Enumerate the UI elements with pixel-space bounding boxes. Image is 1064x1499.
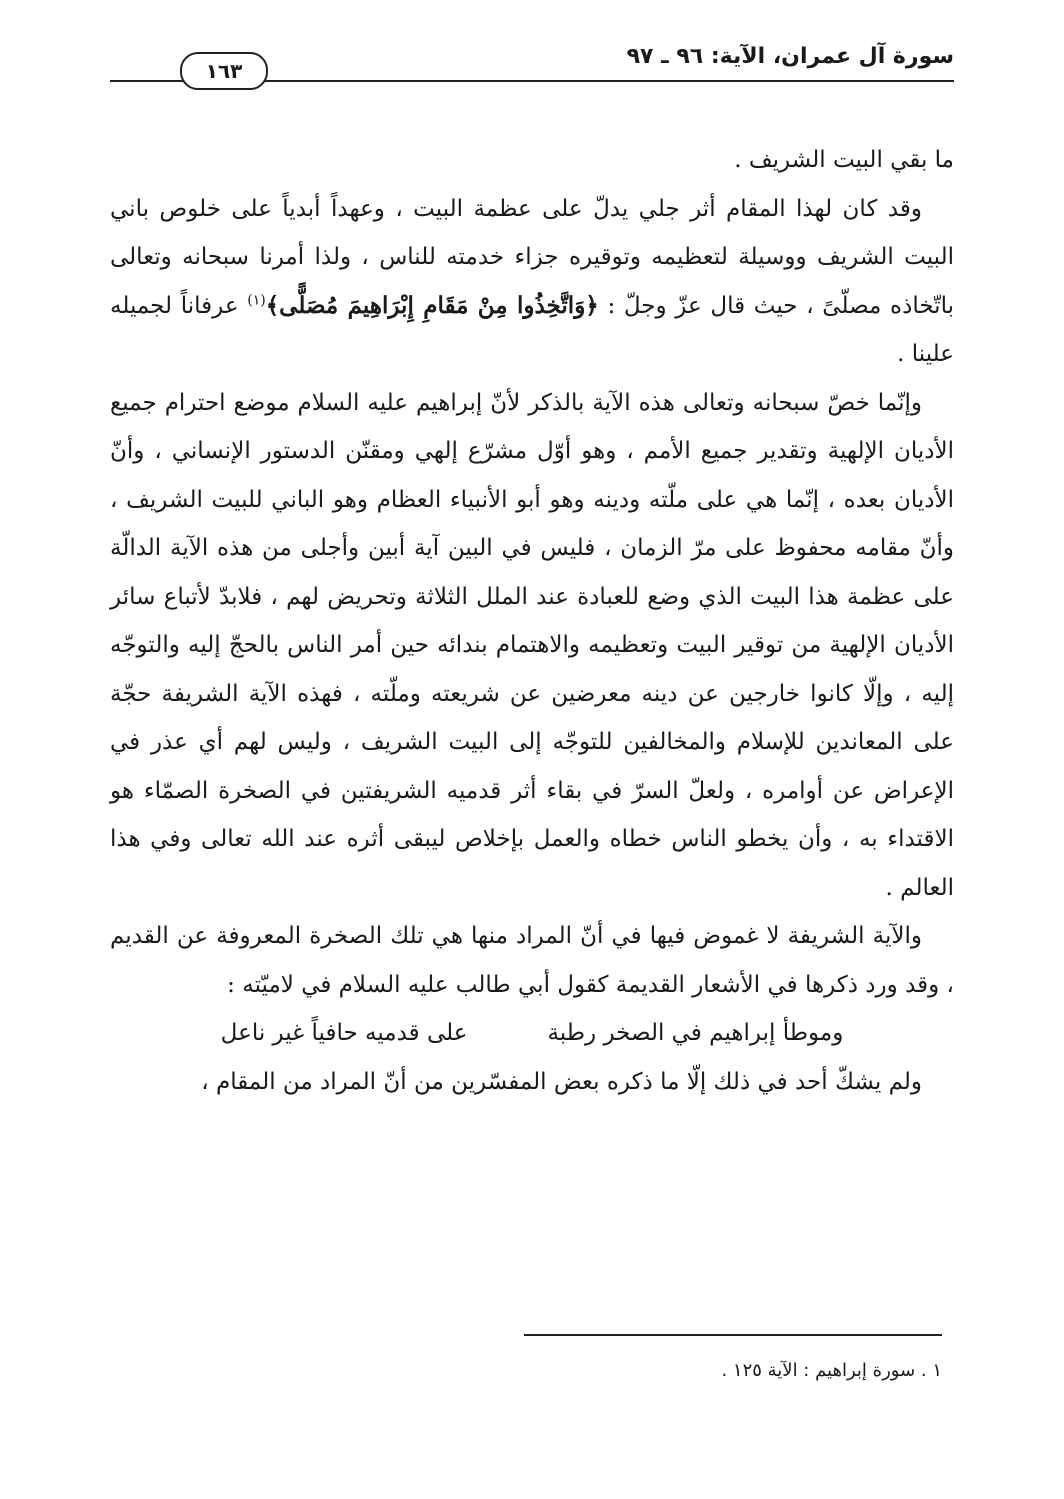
paragraph-2-text: وقد كان لهذا المقام أثر جلي يدلّ على عظمة البيت ، وعهداً أبدياً على خلوص باني البيت الشريف ووسيلة لتعظيمه وتوقيره جزاء خدمته للناس ، ولذا أمرنا سبحانه وتعالى باتّخاذه مصلّىً ، حيث قال عزّ وجلّ :	[110, 195, 954, 319]
paragraph-5: ولم يشكّ أحد في ذلك إلّا ما ذكره بعض المفسّرين من أنّ المراد من المقام ،	[201, 1068, 922, 1095]
footnote-rule	[524, 1334, 942, 1336]
verse-second-hemistich: على قدميه حافياً غير ناعل	[220, 1020, 468, 1046]
footnote: ١ . سورة إبراهيم : الآية ١٢٥ .	[721, 1360, 942, 1381]
poetry-verse	[110, 1009, 954, 1058]
verse-first-hemistich: وموطأ إبراهيم في الصخر رطبة	[547, 1020, 844, 1046]
paragraph-2-tail: عرفاناً لجميله علينا .	[110, 292, 954, 367]
paragraph-1: ما بقي البيت الشريف .	[734, 147, 954, 173]
footnote-ref[interactable]: (١)	[247, 291, 266, 308]
page-number-badge: ١٦٣	[180, 52, 268, 90]
paragraph-3: وإنّما خصّ سبحانه وتعالى هذه الآية بالذكر لأنّ إبراهيم عليه السلام موضع احترام جميع الأديان الإلهية وتقدير جميع الأمم ، وهو أوّل مشرّع إلهي ومقنّن الدستور الإنساني ، وأنّ الأديان بعده ، إنّما هي على ملّته ودينه وهو أبو الأنبياء العظام وهو الباني للبيت الشريف ، وأنّ مقامه محفوظ على مرّ الزمان ، فليس في البين آية أبين وأجلى من هذه الآية الدالّة على عظمة هذا البيت الذي وضع للعبادة عند الملل الثلاثة وتحريض لهم ، فلابدّ لأتباع سائر الأديان الإلهية من توقير البيت وتعظيمه والاهتمام بندائه حين أمر الناس بالحجّ إليه والتوجّه إليه ، وإلّا كانوا خارجين عن دينه معرضين عن شريعته وملّته ، فهذه الآية الشريفة حجّة على المعاندين للإسلام والمخالفين للتوجّه إلى البيت الشريف ، وليس لهم أي عذر في الإعراض عن أوامره ، ولعلّ السرّ في بقاء أثر قدميه الشريفتين في الصخرة الصمّاء هو الاقتداء به ، وأن يخطو الناس خطاه والعمل بإخلاص ليبقى أثره عند الله تعالى وفي هذا العالم .	[110, 389, 954, 901]
paragraph-4: والآية الشريفة لا غموض فيها في أنّ المراد منها هي تلك الصخرة المعروفة عن القديم ، وقد ورد ذكرها في الأشعار القديمة كقول أبي طالب عليه السلام في لاميّته :	[110, 923, 954, 998]
quran-quote: ﴿وَاتَّخِذُوا مِنْ مَقَامِ إِبْرَاهِيمَ مُصَلًّى﴾	[265, 291, 599, 319]
main-text	[110, 136, 954, 1106]
running-title: سورة آل عمران، الآية: ٩٦ ـ ٩٧	[626, 44, 954, 69]
paragraph-2	[110, 185, 954, 379]
